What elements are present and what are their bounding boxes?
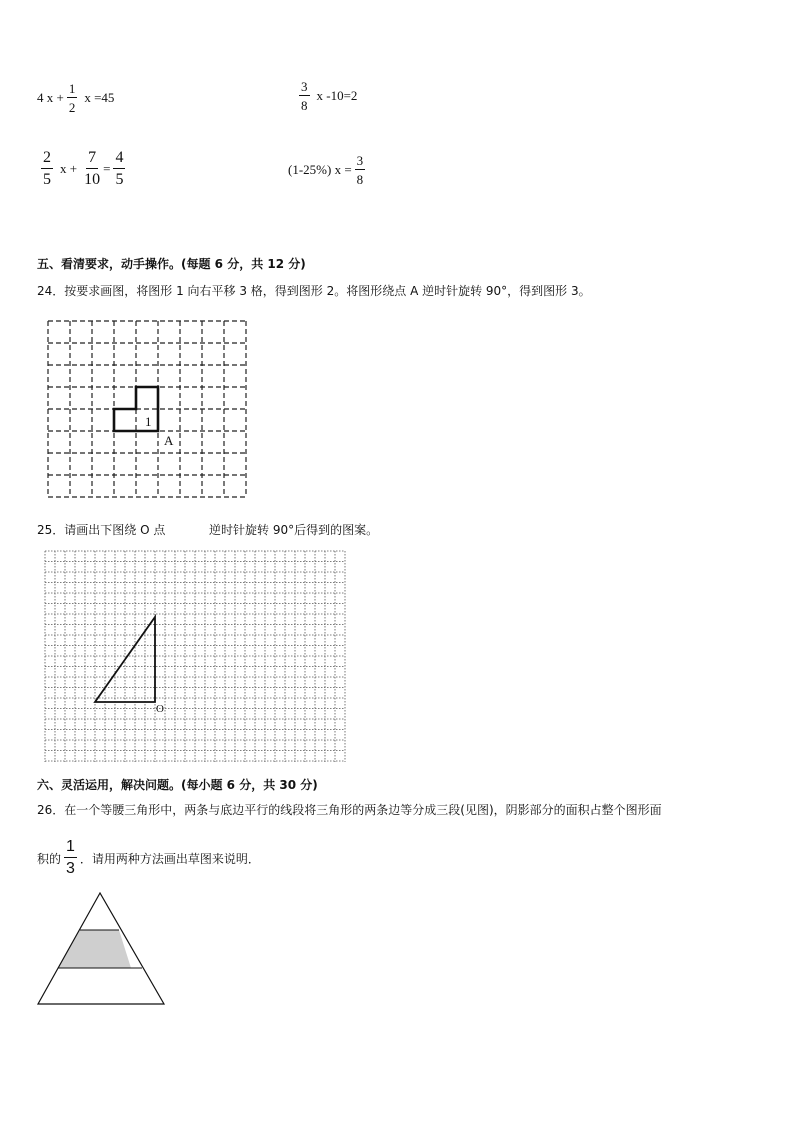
eq4-denominator: 8 [356, 172, 364, 187]
q26-fraction [64, 839, 77, 877]
eq4-lead: (1-25%) x = [288, 162, 352, 177]
eq1-fraction [67, 82, 78, 114]
eq3-fraction-3 [113, 150, 125, 188]
section-5-heading: 五、看清要求，动手操作。(每题 6 分，共 12 分) [37, 257, 306, 271]
eq2-denominator: 8 [301, 98, 308, 113]
q26-lead-text: 积的 [37, 851, 62, 866]
eq1-tail: x =45 [84, 90, 115, 105]
q24-grid-figure [40, 314, 255, 504]
eq3-f1-numerator: 2 [41, 150, 53, 169]
eq3-equals: = [103, 161, 111, 176]
eq3-f2-numerator: 7 [86, 150, 98, 169]
q25-dotted-grid [45, 551, 345, 762]
q26-tail-text: ．请用两种方法画出草图来说明． [79, 851, 260, 866]
point-a-label: A [164, 433, 174, 448]
eq2-numerator: 3 [301, 79, 308, 94]
eq3-fraction-2 [84, 150, 100, 188]
equation-2 [296, 80, 357, 112]
question-25-text-a: 25．请画出下图绕 O 点 [37, 523, 166, 537]
eq3-fraction-1 [41, 150, 53, 188]
eq3-f1-denominator: 5 [43, 171, 51, 188]
question-24-text: 24．按要求画图，将图形 1 向右平移 3 格，得到图形 2。将图形绕点 A 逆时针旋转 90°，得到图形 3。 [37, 284, 591, 298]
q26-denominator: 3 [66, 860, 75, 877]
equation-3 [38, 150, 128, 188]
q26-numerator: 1 [64, 839, 77, 858]
question-26-text: 26．在一个等腰三角形中，两条与底边平行的线段将三角形的两条边等分成三段(见图)，阴影部分的面积占整个图形面 [37, 803, 662, 817]
question-25-text-b: 逆时针旋转 90°后得到的图案。 [209, 523, 379, 537]
eq4-numerator: 3 [356, 153, 364, 168]
point-o-label: O [156, 703, 164, 715]
eq1-denominator: 2 [68, 100, 76, 115]
equation-1 [37, 82, 114, 114]
q25-grid-figure [44, 550, 346, 763]
eq3-f2-denominator: 10 [84, 171, 101, 188]
equation-4 [288, 154, 368, 186]
q26-triangle-figure [36, 892, 168, 1006]
eq3-mid1: x + [60, 161, 78, 176]
q24-dashed-grid [48, 321, 246, 497]
eq2-tail: x -10=2 [316, 88, 358, 103]
eq2-fraction [299, 80, 310, 112]
eq1-lead: 4 x + [37, 90, 64, 105]
eq3-f3-denominator: 5 [115, 171, 124, 188]
eq4-fraction [355, 154, 366, 186]
eq1-numerator: 1 [68, 81, 76, 96]
question-26-line-2 [37, 839, 260, 877]
section-6-heading: 六、灵活运用，解决问题。(每小题 6 分，共 30 分) [37, 778, 318, 792]
figure-1-label: 1 [145, 414, 152, 429]
eq3-f3-numerator: 4 [113, 150, 125, 169]
